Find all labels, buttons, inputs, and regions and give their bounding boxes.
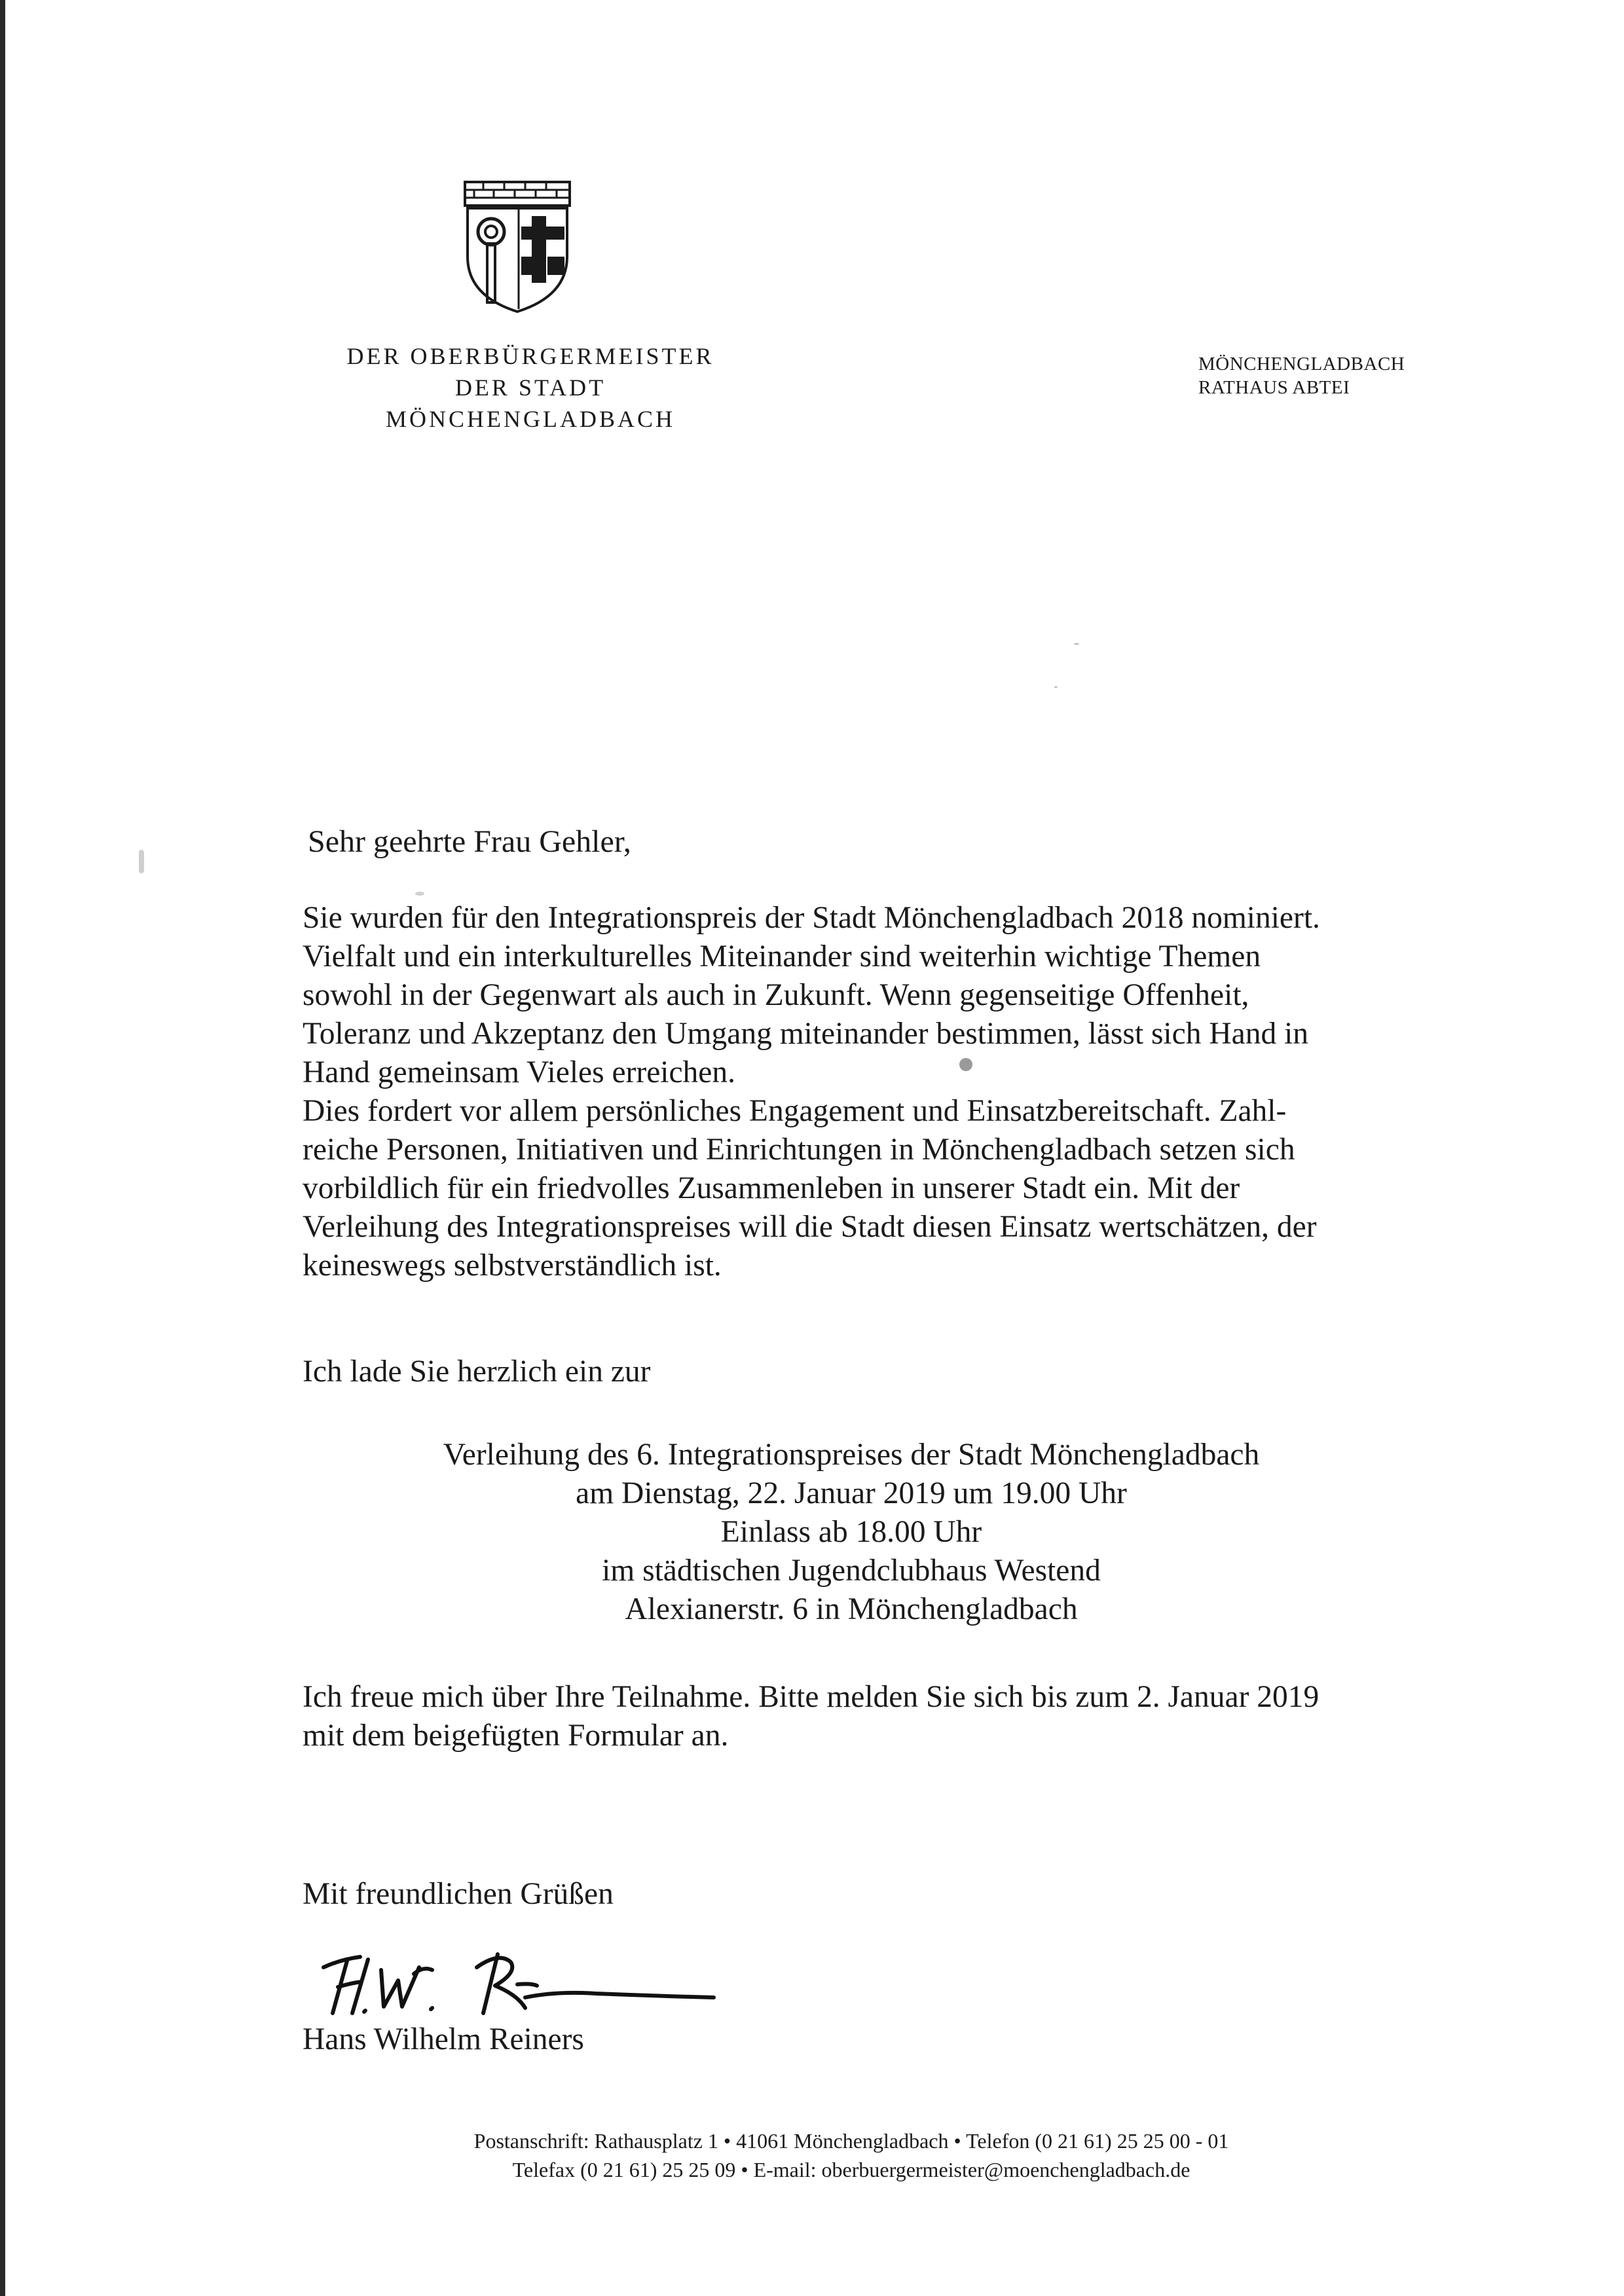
body-line: vorbildlich für ein friedvolles Zusammenleben in unserer Stadt ein. Mit der xyxy=(303,1171,1240,1205)
closing-line: Ich freue mich über Ihre Teilnahme. Bitte melden Sie sich bis zum 2. Januar 2019 xyxy=(303,1680,1320,1714)
body-line: sowohl in der Gegenwart als auch in Zukunft. Wenn gegenseitige Offenheit, xyxy=(303,978,1249,1012)
place-line-2: RATHAUS ABTEI xyxy=(1198,377,1350,398)
body-line: Dies fordert vor allem persönliches Engagement und Einsatzbereitschaft. Zahl- xyxy=(303,1094,1287,1128)
closing-line: mit dem beigefügten Formular an. xyxy=(303,1719,729,1753)
coat-of-arms-icon xyxy=(458,178,576,316)
sender-block xyxy=(275,340,786,435)
body-line: Sie wurden für den Integrationspreis der Stadt Mönchengladbach 2018 nominiert. xyxy=(303,901,1320,935)
body-line: reiche Personen, Initiativen und Einrichtungen in Mönchengladbach setzen sich xyxy=(303,1133,1295,1167)
place-line-1: MÖNCHENGLADBACH xyxy=(1198,354,1405,374)
event-line: am Dienstag, 22. Januar 2019 um 19.00 Uhr xyxy=(576,1476,1127,1510)
closing-paragraph xyxy=(303,1678,1507,1755)
footer-line-postal: Postanschrift: Rathausplatz 1 • 41061 Mönchengladbach • Telefon (0 21 61) 25 25 00 - 01 xyxy=(473,2129,1229,2153)
letter-body xyxy=(303,899,1507,1285)
invitation-line: Ich lade Sie herzlich ein zur xyxy=(303,1355,651,1389)
sender-line-1: DER OBERBÜRGERMEISTER xyxy=(346,343,714,369)
event-line: im städtischen Jugendclubhaus Westend xyxy=(602,1554,1101,1588)
event-line: Einlass ab 18.00 Uhr xyxy=(720,1515,982,1549)
handwritten-signature xyxy=(321,1948,727,2020)
scan-edge-shadow xyxy=(0,0,5,2296)
body-line: Verleihung des Integrationspreises will die Stadt diesen Einsatz wertschätzen, der xyxy=(303,1210,1317,1244)
greeting: Mit freundlichen Grüßen xyxy=(303,1877,614,1911)
salutation: Sehr geehrte Frau Gehler, xyxy=(308,824,631,859)
footer-address xyxy=(367,2126,1336,2184)
place-block xyxy=(1198,352,1405,399)
footer-line-contact: Telefax (0 21 61) 25 25 09 • E-mail: oberbuergermeister@moenchengladbach.de xyxy=(512,2158,1190,2181)
sender-line-2: DER STADT xyxy=(454,374,606,401)
body-line: Hand gemeinsam Vieles erreichen. xyxy=(303,1055,736,1089)
body-line: Vielfalt und ein interkulturelles Miteinander sind weiterhin wichtige Themen xyxy=(303,939,1261,974)
body-line: Toleranz und Akzeptanz den Umgang miteinander bestimmen, lässt sich Hand in xyxy=(303,1017,1309,1051)
event-line: Alexianerstr. 6 in Mönchengladbach xyxy=(625,1592,1078,1626)
signer-name: Hans Wilhelm Reiners xyxy=(303,2022,584,2056)
event-line: Verleihung des 6. Integrationspreises der Stadt Mönchengladbach xyxy=(443,1438,1260,1472)
body-line: keineswegs selbstverständlich ist. xyxy=(303,1248,722,1283)
event-details xyxy=(367,1436,1336,1629)
sender-line-3: MÖNCHENGLADBACH xyxy=(385,406,675,432)
